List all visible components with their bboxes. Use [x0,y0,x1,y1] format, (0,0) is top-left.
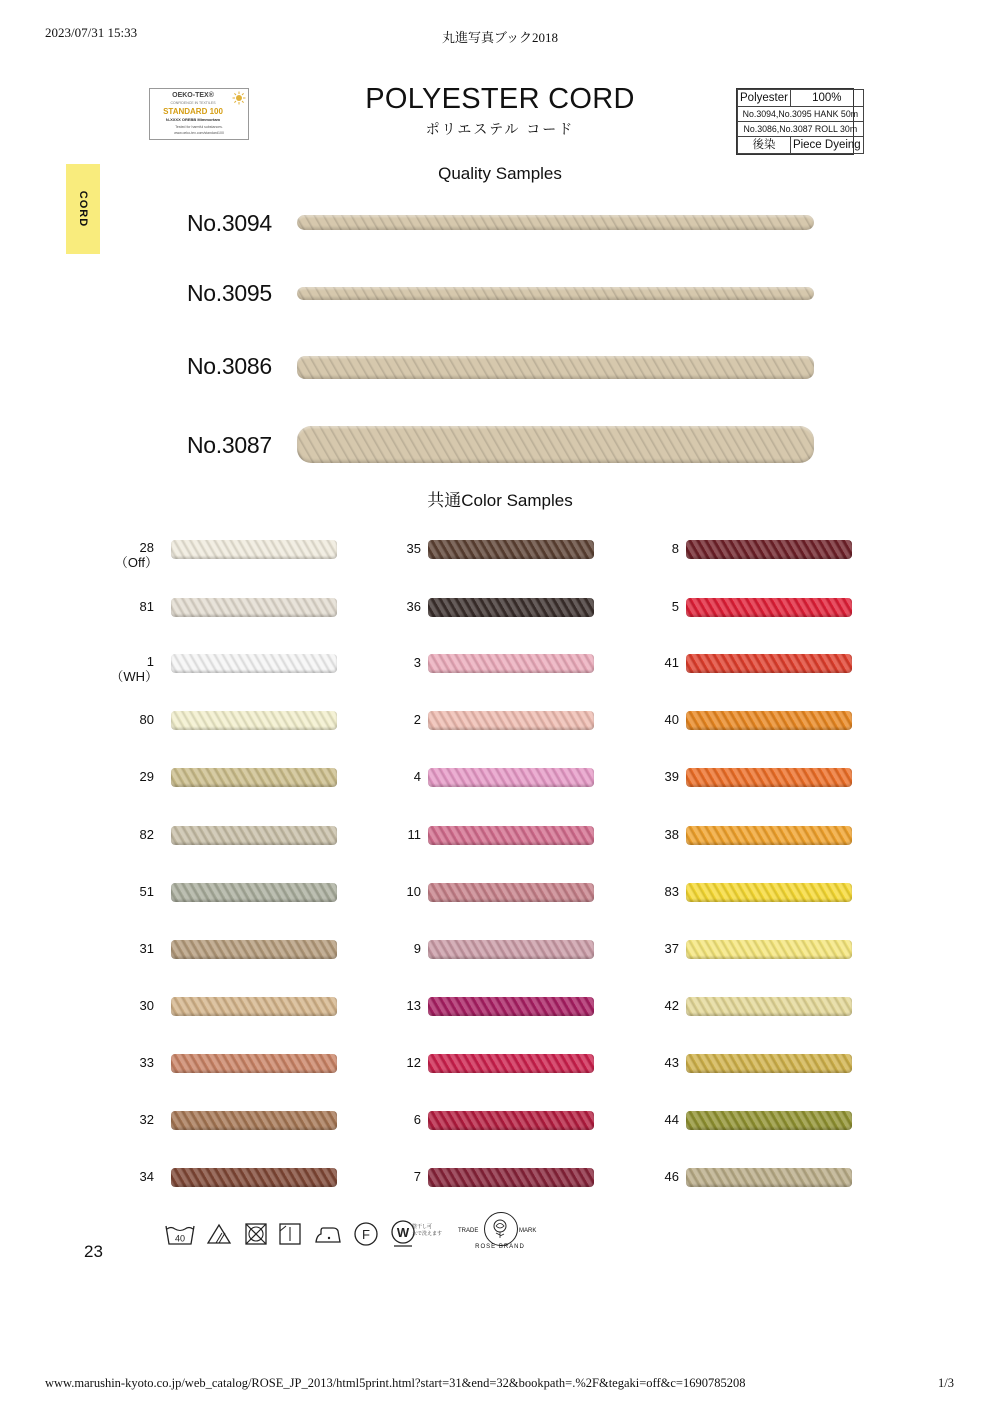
color-swatch [686,826,852,845]
swatch-number-value: 51 [139,884,154,899]
swatch-number [94,1055,154,1070]
swatch-number [619,712,679,727]
care-note-line2: 水で洗えます [412,1231,443,1237]
swatch-number-value: 10 [406,884,421,899]
swatch-number-value: 31 [139,941,154,956]
color-swatch [428,826,594,845]
swatch-number [619,998,679,1013]
wash-temp: 40 [174,1233,186,1244]
swatch-number-note: （Off） [114,555,158,570]
spec-dye-en: Piece Dyeing [790,137,863,154]
swatch-number-value: 81 [139,599,154,614]
color-swatch [686,598,852,617]
color-swatch [428,1168,594,1187]
swatch-number-value: 5 [671,599,679,614]
swatch-number-value: 12 [406,1055,421,1070]
swatch-number-value: 28 [139,540,154,555]
swatch-number [94,998,154,1013]
swatch-number [619,655,679,670]
category-tab-label: CORD [77,190,89,228]
color-samples-heading: 共通Color Samples [427,491,573,510]
oeko-line4: N-XXXX OREBB Mimmortam [165,117,221,122]
quality-label-3094: No.3094 [187,210,272,236]
quality-label-3087: No.3087 [187,432,272,458]
color-swatch [686,1168,852,1187]
swatch-number [619,941,679,956]
swatch-number-value: 4 [413,769,421,784]
color-swatch [171,940,337,959]
page-number: 23 [84,1242,103,1261]
oeko-line5: Tested for harmful substances. [175,125,223,129]
swatch-number [94,827,154,842]
swatch-number-value: 46 [664,1169,679,1184]
swatch-number-value: 39 [664,769,679,784]
color-swatch [686,711,852,730]
swatch-number [619,1055,679,1070]
spec-material: Polyester [738,90,791,107]
swatch-number [619,1169,679,1184]
swatch-number [361,998,421,1013]
swatch-number [94,712,154,727]
oeko-line6: www.oeko-tex.com/standard100 [174,131,224,135]
care-symbols [165,1220,422,1248]
color-swatch [428,1111,594,1130]
color-swatch [171,598,337,617]
oeko-line3: STANDARD 100 [163,107,223,116]
rose-brand-text: ROSE BRAND [475,1244,525,1250]
swatch-number-value: 40 [664,712,679,727]
swatch-number-value: 29 [139,769,154,784]
color-swatch [686,997,852,1016]
color-swatch [686,940,852,959]
quality-samples-heading: Quality Samples [438,164,562,183]
swatch-number-value: 37 [664,941,679,956]
swatch-number [619,769,679,784]
quality-cord-3086 [297,356,814,379]
swatch-number [94,599,154,614]
swatch-number [361,1055,421,1070]
footer-page-count: 1/3 [938,1376,954,1390]
color-swatch [428,940,594,959]
spec-hank: No.3094,No.3095 HANK 50m [738,107,864,122]
swatch-number-value: 83 [664,884,679,899]
rose-logo-icon [484,1212,518,1246]
print-date: 2023/07/31 15:33 [45,25,138,40]
swatch-number-value: 33 [139,1055,154,1070]
quality-cord-3087 [297,426,814,463]
swatch-number-value: 41 [664,655,679,670]
iron-icon [313,1222,343,1246]
color-swatch [428,711,594,730]
color-swatch [171,883,337,902]
print-title: 丸進写真ブック2018 [441,30,559,45]
color-swatch [171,997,337,1016]
swatch-number [361,884,421,899]
color-swatch [686,1111,852,1130]
swatch-number [619,541,679,556]
swatch-number [361,655,421,670]
swatch-number [361,1112,421,1127]
care-note-line1: 陰干し可 [412,1224,433,1230]
swatch-number-value: 6 [413,1112,421,1127]
color-swatch [686,654,852,673]
swatch-number [94,654,158,684]
color-swatch [428,768,594,787]
swatch-number [94,540,158,570]
dry-clean-letter: F [362,1227,371,1242]
mark-text: MARK [519,1228,537,1234]
swatch-number [619,827,679,842]
swatch-number-value: 30 [139,998,154,1013]
color-swatch [171,826,337,845]
quality-cord-3094 [297,215,814,230]
swatch-number-value: 8 [671,541,679,556]
spec-table [736,88,861,155]
swatch-number [361,712,421,727]
swatch-number [94,884,154,899]
swatch-number-value: 44 [664,1112,679,1127]
color-swatch [428,1054,594,1073]
swatch-number [361,941,421,956]
quality-cord-3095 [297,287,814,300]
swatch-number [94,941,154,956]
swatch-number [619,1112,679,1127]
color-swatch [428,883,594,902]
color-swatch [686,768,852,787]
care-note [412,1224,442,1238]
quality-label-3095: No.3095 [187,280,272,306]
swatch-number [361,827,421,842]
swatch-number [361,599,421,614]
color-swatch [171,654,337,673]
color-swatch [171,540,337,559]
swatch-number-value: 38 [664,827,679,842]
color-swatch [686,1054,852,1073]
oeko-line1: OEKO-TEX® [172,92,214,99]
drip-dry-icon [278,1222,302,1246]
color-swatch [171,711,337,730]
swatch-number [94,1112,154,1127]
rose-brand-mark [458,1212,542,1256]
swatch-number [94,1169,154,1184]
swatch-number-value: 3 [413,655,421,670]
trade-text: TRADE [458,1228,479,1234]
swatch-number [361,541,421,556]
spec-percent: 100% [790,90,863,107]
swatch-number-value: 80 [139,712,154,727]
spec-roll: No.3086,No.3087 ROLL 30m [738,122,864,137]
color-swatch [171,768,337,787]
swatch-number-value: 42 [664,998,679,1013]
swatch-number-value: 11 [407,827,421,842]
swatch-number-value: 35 [406,541,421,556]
page-subtitle: ポリエステル コード [425,121,575,137]
swatch-number [94,769,154,784]
dry-clean-f-icon [353,1221,379,1247]
color-swatch [428,997,594,1016]
swatch-number-value: 43 [664,1055,679,1070]
color-swatch [686,540,852,559]
color-swatch [686,883,852,902]
color-swatch [171,1054,337,1073]
quality-label-3086: No.3086 [187,353,272,379]
color-swatch [428,598,594,617]
swatch-number-note: （WH） [110,669,158,684]
bleach-icon [205,1222,233,1246]
color-swatch [428,540,594,559]
swatch-number-value: 9 [413,941,421,956]
swatch-number-value: 7 [413,1169,421,1184]
color-swatch [171,1168,337,1187]
swatch-number-value: 1 [146,654,154,669]
swatch-number-value: 34 [139,1169,154,1184]
swatch-number-value: 2 [413,712,421,727]
oeko-line2: CONFIDENCE IN TEXTILES [170,101,216,105]
footer-url: www.marushin-kyoto.co.jp/web_catalog/ROSE_JP_2013/html5print.html?start=31&end=32&bookpath=.%2F&tegaki=off&c=1690785208 [45,1376,746,1390]
swatch-number [361,769,421,784]
wet-clean-letter: W [396,1225,409,1240]
swatch-number-value: 36 [406,599,421,614]
color-swatch [171,1111,337,1130]
swatch-number [619,884,679,899]
swatch-number [619,599,679,614]
color-swatch [428,654,594,673]
swatch-number-value: 82 [139,827,154,842]
wash-tub-icon [165,1222,195,1246]
swatch-number-value: 32 [139,1112,154,1127]
swatch-number-value: 13 [406,998,421,1013]
swatch-number [361,1169,421,1184]
no-tumble-dry-icon [244,1222,268,1246]
page-title: POLYESTER CORD [365,83,635,115]
spec-dye-jp: 後染 [738,137,791,154]
